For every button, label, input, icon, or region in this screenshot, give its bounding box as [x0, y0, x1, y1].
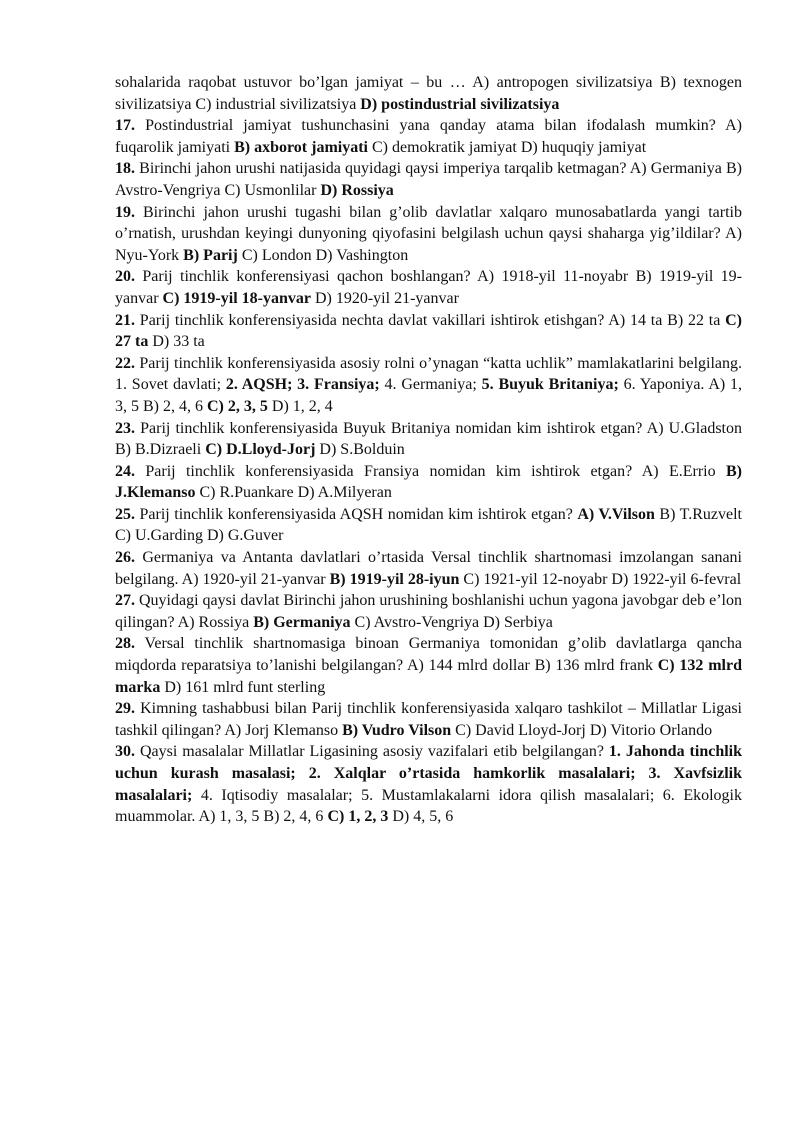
- question-text: Birinchi jahon urushi natijasida quyidagi qaysi imperiya tarqalib ketmagan? A) Germaniya B) Avstro-Vengriya C) Usmonlilar: [115, 160, 742, 199]
- question-text: Parij tinchlik konferensiyasida nechta davlat vakillari ishtirok etishgan? A) 14 ta B) 22 ta: [135, 311, 726, 329]
- question-text: 6. Yaponiya. A) 1, 3, 5 B) 2, 4, 6: [115, 376, 742, 415]
- bold-text: 20.: [115, 268, 135, 286]
- bold-text: B) J.Klemanso: [115, 462, 742, 502]
- question-text: Parij tinchlik konferensiyasi qachon boshlangan? A) 1918-yil 11-noyabr B) 1919-yil 19-yanvar: [115, 268, 742, 307]
- question-text: Birinchi jahon urushi tugashi bilan g’olib davlatlar xalqaro munosabatlarda yangi tartib o’rnatish, urushdan keyingi dunyoning qiyofasini belgilash uchun qaysi shaharga yig’ildilar? A) Nyu-York: [115, 203, 742, 264]
- question-item: [115, 741, 742, 827]
- question-item: [115, 461, 742, 504]
- question-item: [115, 158, 742, 201]
- bold-text: D) postindustrial sivilizatsiya: [360, 95, 560, 113]
- question-text: Kimning tashabbusi bilan Parij tinchlik konferensiyasida xalqaro tashkilot – Millatlar Ligasi tashkil qilingan? A) Jorj Klemanso: [115, 700, 742, 739]
- question-item: [115, 266, 742, 309]
- bold-text: A) V.Vilson: [577, 505, 655, 523]
- question-text: Versal tinchlik shartnomasiga binoan Germaniya tomonidan g’olib davlatlarga qancha miqdorda reparatsiya to’lanishi belgilangan? A) 144 mlrd dollar B) 136 mlrd frank: [115, 635, 742, 675]
- bold-text: 27.: [115, 592, 135, 610]
- bold-text: 23.: [115, 419, 135, 437]
- question-text: D) 1920-yil 21-yanvar: [310, 289, 459, 307]
- question-item: [115, 698, 742, 741]
- question-item: [115, 353, 742, 418]
- bold-text: 22.: [115, 354, 135, 372]
- question-text: C) David Lloyd-Jorj D) Vitorio Orlando: [451, 721, 713, 739]
- question-text: Parij tinchlik konferensiyasida asosiy rolni o’ynagan “katta uchlik” mamlakatlarini belgilang. 1. Sovet davlati;: [115, 354, 742, 394]
- question-text: Parij tinchlik konferensiyasida AQSH nomidan kim ishtirok etgan?: [135, 505, 578, 523]
- question-text: Germaniya va Antanta davlatlari o’rtasida Versal tinchlik shartnomasi imzolangan sanani belgilang. A) 1920-yil 21-yanvar: [115, 549, 742, 588]
- question-item: [115, 590, 742, 633]
- question-item: [115, 547, 742, 590]
- question-text: Parij tinchlik konferensiyasida Buyuk Britaniya nomidan kim ishtirok etgan? A) U.Gladston B) B.Dizraeli: [115, 419, 742, 459]
- question-item: [115, 202, 742, 267]
- question-text: C) demokratik jamiyat D) huquqiy jamiyat: [368, 138, 647, 156]
- bold-text: C) D.Lloyd-Jorj: [205, 441, 316, 459]
- question-text: D) 161 mlrd funt sterling: [160, 678, 326, 696]
- bold-text: D) Rossiya: [320, 181, 394, 199]
- question-text: C) London D) Vashington: [237, 246, 409, 264]
- question-item: [115, 72, 742, 115]
- bold-text: 30.: [115, 743, 135, 761]
- bold-text: 21.: [115, 311, 135, 329]
- bold-text: B) axborot jamiyati: [234, 138, 368, 156]
- bold-text: C) 1, 2, 3: [327, 808, 389, 826]
- question-item: [115, 418, 742, 461]
- question-item: [115, 504, 742, 547]
- bold-text: C) 1919-yil 18-yanvar: [162, 289, 311, 307]
- question-text: Parij tinchlik konferensiyasida Fransiya nomidan kim ishtirok etgan? A) E.Errio: [135, 462, 726, 480]
- bold-text: B) Germaniya: [253, 613, 351, 631]
- bold-text: 5. Buyuk Britaniya;: [481, 376, 619, 394]
- question-text: 4. Germaniya;: [379, 376, 482, 394]
- bold-text: 24.: [115, 462, 135, 480]
- bold-text: B) 1919-yil 28-iyun: [329, 570, 460, 588]
- bold-text: 25.: [115, 505, 135, 523]
- bold-text: 1. Jahonda tinchlik uchun kurash masalasi; 2. Xalqlar o’rtasida hamkorlik masalalari; 3. Xavfsizlik masalalari;: [115, 743, 742, 804]
- question-list: [115, 72, 742, 828]
- bold-text: C) 27 ta: [115, 311, 742, 351]
- question-text: Postindustrial jamiyat tushunchasini yana qanday atama bilan ifodalash mumkin? A) fuqarolik jamiyati: [115, 117, 742, 156]
- question-text: 4. Iqtisodiy masalalar; 5. Mustamlakalarni idora qilish masalalari; 6. Ekologik muammolar. A) 1, 3, 5 B) 2, 4, 6: [115, 786, 742, 826]
- bold-text: 29.: [115, 700, 135, 718]
- bold-text: C) 2, 3, 5: [207, 397, 268, 415]
- question-text: sohalarida raqobat ustuvor bo’lgan jamiyat – bu … A) antropogen sivilizatsiya B) texnogen sivilizatsiya C) industrial sivilizatsiya: [115, 74, 742, 113]
- bold-text: B) Vudro Vilson: [342, 721, 452, 739]
- question-text: D) S.Bolduin: [315, 441, 405, 459]
- bold-text: 2. AQSH; 3. Fransiya;: [225, 376, 380, 394]
- question-text: D) 1, 2, 4: [267, 397, 333, 415]
- bold-text: 18.: [115, 160, 135, 178]
- question-text: D) 33 ta: [148, 333, 205, 351]
- question-text: Qaysi masalalar Millatlar Ligasining asosiy vazifalari etib belgilangan?: [135, 743, 609, 761]
- question-text: C) R.Puankare D) A.Milyeran: [195, 484, 392, 502]
- question-text: C) 1921-yil 12-noyabr D) 1922-yil 6-fevral: [459, 570, 742, 588]
- bold-text: 19.: [115, 203, 135, 221]
- bold-text: 26.: [115, 549, 135, 567]
- question-text: D) 4, 5, 6: [388, 808, 454, 826]
- question-text: B) T.Ruzvelt C) U.Garding D) G.Guver: [115, 505, 742, 545]
- bold-text: C) 132 mlrd marka: [115, 657, 742, 696]
- document-page: [115, 72, 742, 828]
- question-text: C) Avstro-Vengriya D) Serbiya: [350, 613, 553, 631]
- question-item: [115, 633, 742, 698]
- question-text: Quyidagi qaysi davlat Birinchi jahon urushining boshlanishi uchun yagona javobgar deb e’lon qilingan? A) Rossiya: [115, 592, 742, 631]
- bold-text: 17.: [115, 117, 135, 135]
- question-item: [115, 310, 742, 353]
- bold-text: 28.: [115, 635, 135, 653]
- question-item: [115, 115, 742, 158]
- bold-text: B) Parij: [183, 246, 238, 264]
